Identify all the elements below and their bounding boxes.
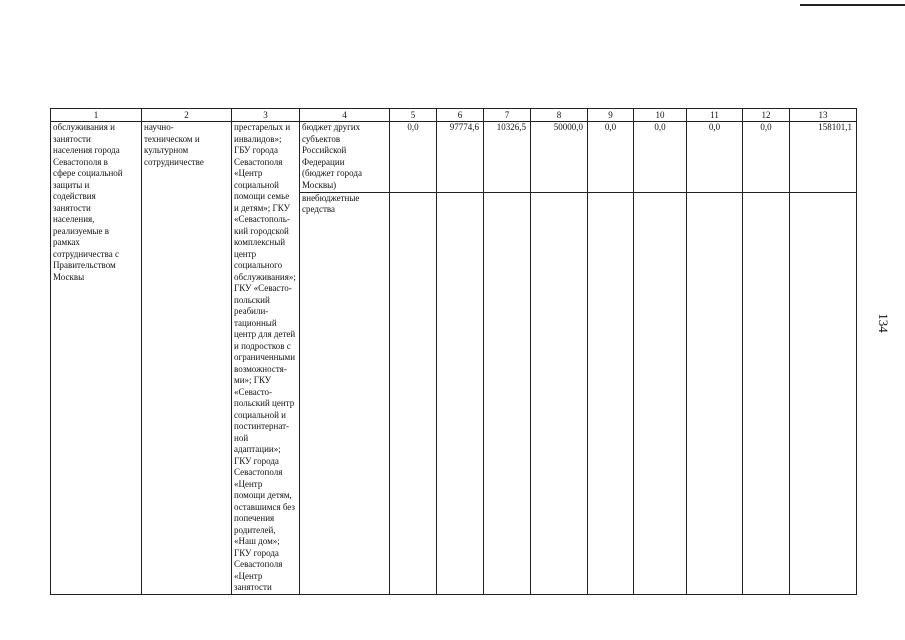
value-cell: 158101,1 xyxy=(790,122,857,193)
activity-text: обслуживания и занятости населения города Севастополя в сфере социальной защиты и содействия занятости населения, реализуемые в рамках сотрудничества с Правительством Москвы xyxy=(53,122,123,282)
empty-cell xyxy=(588,192,634,594)
value-cell: 50000,0 xyxy=(531,122,588,193)
program-text: научно- техническом и культурном сотрудничестве xyxy=(144,122,204,167)
column-number: 8 xyxy=(531,109,588,122)
empty-cell xyxy=(390,192,437,594)
column-number: 12 xyxy=(743,109,790,122)
value-cell: 0,0 xyxy=(743,122,790,193)
value-cell: 0,0 xyxy=(588,122,634,193)
empty-cell xyxy=(484,192,531,594)
column-number: 5 xyxy=(390,109,437,122)
budget-table xyxy=(50,108,857,595)
page-number: 134 xyxy=(875,313,891,333)
column-number: 10 xyxy=(634,109,687,122)
column-number: 1 xyxy=(51,109,142,122)
empty-cell xyxy=(790,192,857,594)
column-number: 3 xyxy=(232,109,300,122)
program-cell xyxy=(142,122,232,595)
value-cell: 0,0 xyxy=(634,122,687,193)
empty-cell xyxy=(687,192,743,594)
executor-cell xyxy=(232,122,300,595)
funding-source-text: внебюджетные средства xyxy=(302,192,360,215)
column-number: 2 xyxy=(142,109,232,122)
value-cell: 0,0 xyxy=(687,122,743,193)
value-cell: 97774,6 xyxy=(437,122,484,193)
column-number-row xyxy=(51,109,857,122)
executor-text: престарелых и инвалидов»; ГБУ города Севастополя «Центр социальной помощи семье и детям»; ГКУ «Севастополь- кий городской комплексный центр социального обслуживания»; ГКУ «Севасто- польский реабили- тационный центр для детей и подростков с ограниченными возможностя- ми»; ГКУ «Севасто- польский центр социальной и постинтернат- ной адаптации»; ГКУ города Севастополя «Центр помощи детям, оставшимся без попечения родителей, «Наш дом»; ГКУ города Севастополя «Центр занятости xyxy=(234,122,296,592)
empty-cell xyxy=(531,192,588,594)
column-number: 7 xyxy=(484,109,531,122)
empty-cell xyxy=(743,192,790,594)
column-number: 6 xyxy=(437,109,484,122)
column-number: 13 xyxy=(790,109,857,122)
empty-cell xyxy=(437,192,484,594)
value-cell: 10326,5 xyxy=(484,122,531,193)
funding-source-cell xyxy=(300,122,390,193)
activity-cell xyxy=(51,122,142,595)
funding-source-text: бюджет других субъектов Российской Федерации (бюджет города Москвы) xyxy=(302,122,362,190)
funding-source-cell xyxy=(300,192,390,594)
table-row xyxy=(51,122,857,193)
top-rule xyxy=(800,4,905,6)
empty-cell xyxy=(634,192,687,594)
column-number: 11 xyxy=(687,109,743,122)
value-cell: 0,0 xyxy=(390,122,437,193)
column-number: 9 xyxy=(588,109,634,122)
column-number: 4 xyxy=(300,109,390,122)
